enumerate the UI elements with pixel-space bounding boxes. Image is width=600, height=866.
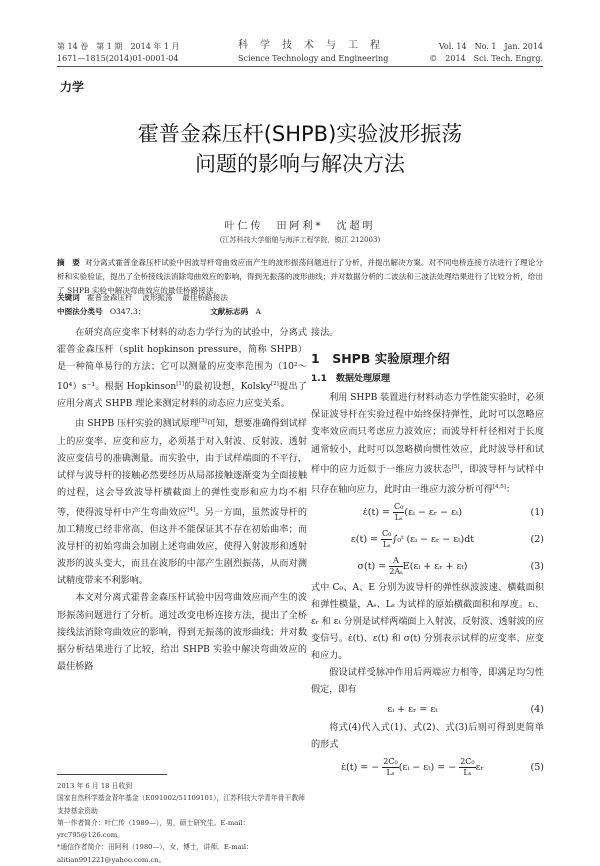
section-heading-1: 1 SHPB 实验原理介绍 [311,351,450,367]
keyword: 霍普金森压杆 [87,293,133,302]
left-column [57,325,307,676]
first-author-note: 第一作者简介：叶仁传（1989—），男，硕士研究生。E-mail：yrc795@126.com。 [57,818,250,840]
affiliation: (江苏科技大学船舶与海洋工程学院，镇江 212003) [219,236,381,244]
clc-label: 中图法分类号 [57,307,103,316]
author-list: 叶仁传 田阿利* 沈超明 [224,221,376,232]
header-vol-en: Vol. 14 No. 1 Jan. 2014 [438,42,543,51]
equation-1: ε̇(t) = $\frac{\text{C₀}}{\text{Lₛ}}$ (εᵢ − εᵣ − εₜ) (1) [362,501,544,522]
keyword: 波形振荡 [142,293,173,302]
corresponding-author-note: *通信作者简介：田阿利（1980—），女，博士，讲师。E-mail：alitian991221@yahoo.com.cn。 [57,843,253,864]
header-journal-cn: 科 学 技 术 与 工 程 [238,40,381,51]
citation[interactable]: [4,5] [492,483,506,490]
citation[interactable]: [3] [199,418,207,425]
citation[interactable]: [4] [187,506,196,513]
abstract-text: 对分离式霍普金森压杆试验中因波导杆弯曲效应而产生的波形振荡问题进行了分析，并提出解决方案。对不同电桥连接方法进行了理论分析和实验验证，提出了全桥接线法消除弯曲效应的影响，得到无振荡的波形曲线；并对数据分析的二波法和三波法处理结果进行了比较分析，给出了 SHPB 实验中解决弯曲效应的最佳桥路接法。 [57,258,544,295]
substitution-paragraph: 将式(4)代入式(1)、式(2)、式(3)后则可得到更简单的形式 [311,722,544,750]
paper-title-line1: 霍普金森压杆(SHPB)实验波形振荡 [137,122,463,146]
uniformity-paragraph: 假设试样受脉冲作用后两端应力相等，即满足均匀性假定，即有 [311,668,544,696]
keywords [57,291,543,305]
citation[interactable]: [1] [176,381,185,388]
intro-paragraph-1: 在研究高应变率下材料的动态力学行为的试验中，分离式霍普金森压杆（split hopkinson pressure，简称 SHPB）是一种简单易行的方法；它可以测量的应变率范围为（10²～10⁴）s⁻¹。根据 Hopkinson[1]的最初设想，Kolsky[2]提出了应用分离式 SHPB 理论来测定材料的动态应力应变关系。 [57,328,307,410]
doc-code-label: 文献标志码 [210,307,249,316]
subject-category: 力学 [60,80,85,94]
keyword: 最佳桥路接法 [182,293,228,302]
intro-paragraph-2: 由 SHPB 压杆实验的测试原理[3]可知，想要准确得到试样上的应变率、应变和应力，必须基于对入射波、反射波、透射波应变信号的准确测量。而实验中，由于试样端面的不平行，试样与波导杆的接触必然要经历从局部接触逐渐变为全面接触的过程，这会导致波导杆横截面上的弹性变形和应力均不相等，使得波导杆中产生弯曲效应[4]。另一方面，虽然波导杆的加工精度已经非常高，但这并不能保证其不存在初始曲率；而波导杆的初始弯曲会加剧上述弯曲效应，使得入射波形和透射波形的波头变大，而且在波形的中部产生剧烈振荡，从而对测试精度带来不利影响。 [57,418,307,587]
header-article-id: 1671—1815(2014)01-0001-04 [57,54,179,63]
received-date: 2013 年 6 月 18 日收到 [57,782,133,790]
continuation-text: 接法。 [311,328,339,338]
equation-5: ε̇(t) = − $\frac{\text{2C₀}}{\text{Lₛ}}$ (εᵢ − εₜ) = − $\frac{\text{2C₀}}{\text{Lₛ}}$ εᵣ (5) [341,756,544,777]
equation-2: ε(t) = $\frac{\text{C₀}}{\text{Lₛ}}$ ∫₀ᵗ (εᵢ − εᵣ − εₜ)dt (2) [350,528,544,549]
citation[interactable]: [2] [270,381,279,388]
equation-number: (1) [530,506,544,518]
intro-paragraph-3: 本文对分离式霍普金森压杆试验中因弯曲效应而产生的波形振荡问题进行了分析。通过改变电桥连接方法，提出了全桥接线法消除弯曲效应的影响，得到无振荡的波形曲线；并对数据分析结果进行了比较，给出 SHPB 实验中解决弯曲效应的最佳桥路 [57,593,307,672]
classification [57,305,543,319]
header-journal-en: Science Technology and Engineering [238,54,389,63]
equation-3: σ(t) = $\frac{A}{\text{2Aₛ}}$ E(εᵢ + εᵣ + εₜ) (3) [357,555,544,576]
citation[interactable]: [5] [451,463,460,470]
equation-number: (4) [530,703,544,715]
keywords-label: 关键词 [57,293,80,302]
equation-4: εᵢ + εᵣ = εₜ (4) [311,700,544,720]
equation-number: (3) [530,560,544,572]
subsection-heading-1-1: 1.1 数据处理原理 [311,374,390,385]
equation-number: (5) [530,761,544,773]
footnotes [57,780,307,866]
header-volume-issue: 第 14 卷 第 1 期 2014 年 1 月 [57,42,180,51]
footnote-rule [57,774,167,775]
funding-note: 国家自然科学基金青年基金（E091002/51109101），江苏科技大学青年骨干教师支持基金资助 [57,794,305,815]
symbol-definitions: 式中 C₀、A、E 分别为波导杆的弹性纵波波速、横截面积和弹性模量，Aₛ、Lₛ 为试样的原始横截面积和厚度。εᵢ、εᵣ 和 εₜ 分别是试样两端面上入射波、反射波、透射波的应变信号。ε̇(t)、ε(t) 和 σ(t) 分别表示试样的应变率、应变和应力。 [311,582,544,662]
clc-value: O347.3； [109,307,146,316]
doc-code-value: A [255,307,261,316]
paper-title-line2: 问题的影响与解决方法 [195,152,405,176]
equation-number: (2) [530,533,544,545]
header-rule [57,66,543,67]
right-column [311,325,544,781]
header-copyright: © 2014 Sci. Tech. Engrg. [429,54,543,63]
method-paragraph-1: 利用 SHPB 装置进行材料动态力学性能实验时，必须保证波导杆在实验过程中始终保持弹性，此时可以忽略应变率效应而只考虑应力波效应；而波导杆杆径相对于长度通常较小，此时可以忽略横向惯性效应，此时波导杆和试样中的应力近似于一维应力波状态[5]，即波导杆与试样中只存在轴向应力，此时由一维应力波分析可得[4,5]： [311,393,544,495]
abstract-label: 摘 要 [57,258,80,267]
